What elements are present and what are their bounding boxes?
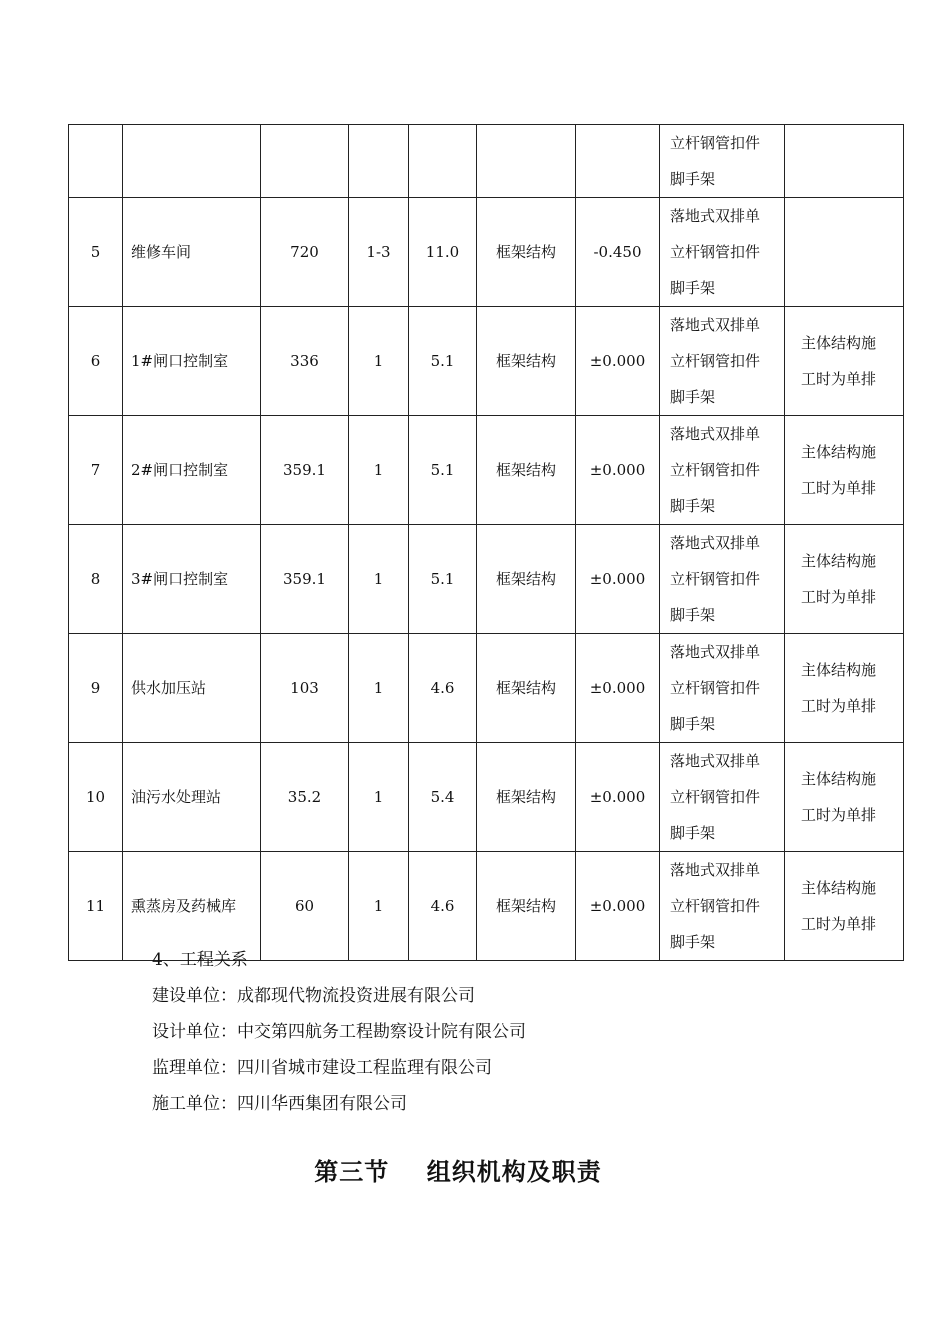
cell-number: 9 xyxy=(69,634,123,743)
cell-area: 103 xyxy=(261,634,349,743)
cell-scaffold-type xyxy=(660,307,785,416)
cell-area: 720 xyxy=(261,198,349,307)
note-line: 主体结构施 xyxy=(801,661,877,679)
scaffold-line: 落地式双排单 xyxy=(670,425,761,443)
note-line: 主体结构施 xyxy=(801,552,877,570)
cell-scaffold-type xyxy=(660,198,785,307)
cell-building-name: 2#闸口控制室 xyxy=(123,416,261,525)
cell-note xyxy=(785,634,904,743)
note-line: 工时为单排 xyxy=(801,806,877,824)
cell-area: 60 xyxy=(261,852,349,961)
scaffold-line: 立杆钢管扣件 xyxy=(670,352,761,370)
cell-elevation: ±0.000 xyxy=(576,416,660,525)
scaffold-line: 脚手架 xyxy=(670,388,716,406)
designer-line: 设计单位：中交第四航务工程勘察设计院有限公司 xyxy=(152,1022,526,1042)
cell-elevation: ±0.000 xyxy=(576,307,660,416)
cell-structure xyxy=(477,125,576,198)
scaffold-line: 立杆钢管扣件 xyxy=(670,897,761,915)
cell-height: 4.6 xyxy=(409,852,477,961)
scaffold-line: 立杆钢管扣件 xyxy=(670,134,761,152)
cell-elevation: ±0.000 xyxy=(576,525,660,634)
cell-height: 5.1 xyxy=(409,416,477,525)
cell-building-name: 熏蒸房及药械库 xyxy=(123,852,261,961)
table-row xyxy=(69,634,904,743)
table-row xyxy=(69,125,904,198)
scaffold-line: 脚手架 xyxy=(670,170,716,188)
cell-building-name: 维修车间 xyxy=(123,198,261,307)
cell-floors: 1 xyxy=(349,634,409,743)
cell-height: 4.6 xyxy=(409,634,477,743)
scaffold-line: 脚手架 xyxy=(670,606,716,624)
scaffold-line: 立杆钢管扣件 xyxy=(670,461,761,479)
cell-building-name xyxy=(123,125,261,198)
cell-building-name: 1#闸口控制室 xyxy=(123,307,261,416)
cell-note xyxy=(785,125,904,198)
scaffold-line: 脚手架 xyxy=(670,497,716,515)
table-row xyxy=(69,307,904,416)
scaffold-line: 落地式双排单 xyxy=(670,207,761,225)
cell-note xyxy=(785,198,904,307)
note-line: 主体结构施 xyxy=(801,770,877,788)
cell-elevation: ±0.000 xyxy=(576,852,660,961)
cell-height xyxy=(409,125,477,198)
cell-elevation: -0.450 xyxy=(576,198,660,307)
cell-elevation: ±0.000 xyxy=(576,743,660,852)
cell-note xyxy=(785,416,904,525)
project-relations xyxy=(152,942,526,1122)
note-line: 工时为单排 xyxy=(801,697,877,715)
note-line: 工时为单排 xyxy=(801,479,877,497)
cell-area: 336 xyxy=(261,307,349,416)
cell-floors: 1 xyxy=(349,525,409,634)
scaffold-line: 脚手架 xyxy=(670,824,716,842)
cell-number: 6 xyxy=(69,307,123,416)
cell-height: 5.1 xyxy=(409,525,477,634)
cell-elevation: ±0.000 xyxy=(576,634,660,743)
note-line: 工时为单排 xyxy=(801,370,877,388)
cell-floors xyxy=(349,125,409,198)
cell-number: 8 xyxy=(69,525,123,634)
scaffold-line: 落地式双排单 xyxy=(670,752,761,770)
note-line: 主体结构施 xyxy=(801,443,877,461)
cell-height: 5.4 xyxy=(409,743,477,852)
scaffold-line: 落地式双排单 xyxy=(670,643,761,661)
scaffold-line: 立杆钢管扣件 xyxy=(670,243,761,261)
cell-structure: 框架结构 xyxy=(477,743,576,852)
cell-structure: 框架结构 xyxy=(477,852,576,961)
cell-floors: 1 xyxy=(349,416,409,525)
note-line: 主体结构施 xyxy=(801,879,877,897)
constructor-line: 施工单位：四川华西集团有限公司 xyxy=(152,1094,407,1114)
cell-structure: 框架结构 xyxy=(477,307,576,416)
cell-building-name: 供水加压站 xyxy=(123,634,261,743)
table-row xyxy=(69,525,904,634)
cell-number: 7 xyxy=(69,416,123,525)
cell-note xyxy=(785,525,904,634)
building-spec-table xyxy=(68,124,904,961)
builder-line: 建设单位：成都现代物流投资进展有限公司 xyxy=(152,986,475,1006)
cell-elevation xyxy=(576,125,660,198)
scaffold-line: 立杆钢管扣件 xyxy=(670,788,761,806)
table-row xyxy=(69,416,904,525)
cell-structure: 框架结构 xyxy=(477,525,576,634)
cell-number: 10 xyxy=(69,743,123,852)
cell-note xyxy=(785,743,904,852)
relations-heading: 4、工程关系 xyxy=(152,950,248,970)
cell-scaffold-type xyxy=(660,634,785,743)
scaffold-line: 立杆钢管扣件 xyxy=(670,570,761,588)
scaffold-line: 立杆钢管扣件 xyxy=(670,679,761,697)
scaffold-line: 落地式双排单 xyxy=(670,534,761,552)
table-body xyxy=(69,125,904,961)
cell-note xyxy=(785,852,904,961)
cell-area: 359.1 xyxy=(261,525,349,634)
cell-note xyxy=(785,307,904,416)
cell-scaffold-type xyxy=(660,852,785,961)
cell-area: 359.1 xyxy=(261,416,349,525)
scaffold-line: 落地式双排单 xyxy=(670,316,761,334)
cell-height: 11.0 xyxy=(409,198,477,307)
cell-building-name: 3#闸口控制室 xyxy=(123,525,261,634)
scaffold-line: 落地式双排单 xyxy=(670,861,761,879)
supervisor-line: 监理单位：四川省城市建设工程监理有限公司 xyxy=(152,1058,492,1078)
cell-area xyxy=(261,125,349,198)
note-line: 工时为单排 xyxy=(801,915,877,933)
note-line: 工时为单排 xyxy=(801,588,877,606)
cell-height: 5.1 xyxy=(409,307,477,416)
cell-structure: 框架结构 xyxy=(477,198,576,307)
note-line: 主体结构施 xyxy=(801,334,877,352)
scaffold-line: 脚手架 xyxy=(670,933,716,951)
cell-number xyxy=(69,125,123,198)
cell-building-name: 油污水处理站 xyxy=(123,743,261,852)
cell-scaffold-type xyxy=(660,743,785,852)
table-row xyxy=(69,198,904,307)
cell-scaffold-type xyxy=(660,525,785,634)
cell-floors: 1 xyxy=(349,852,409,961)
scaffold-line: 脚手架 xyxy=(670,715,716,733)
table-row xyxy=(69,743,904,852)
cell-scaffold-type xyxy=(660,416,785,525)
cell-floors: 1 xyxy=(349,307,409,416)
cell-area: 35.2 xyxy=(261,743,349,852)
cell-number: 11 xyxy=(69,852,123,961)
section-title: 第三节 组织机构及职责 xyxy=(314,1157,602,1186)
cell-floors: 1-3 xyxy=(349,198,409,307)
cell-scaffold-type xyxy=(660,125,785,198)
cell-structure: 框架结构 xyxy=(477,416,576,525)
cell-number: 5 xyxy=(69,198,123,307)
cell-floors: 1 xyxy=(349,743,409,852)
cell-structure: 框架结构 xyxy=(477,634,576,743)
scaffold-line: 脚手架 xyxy=(670,279,716,297)
